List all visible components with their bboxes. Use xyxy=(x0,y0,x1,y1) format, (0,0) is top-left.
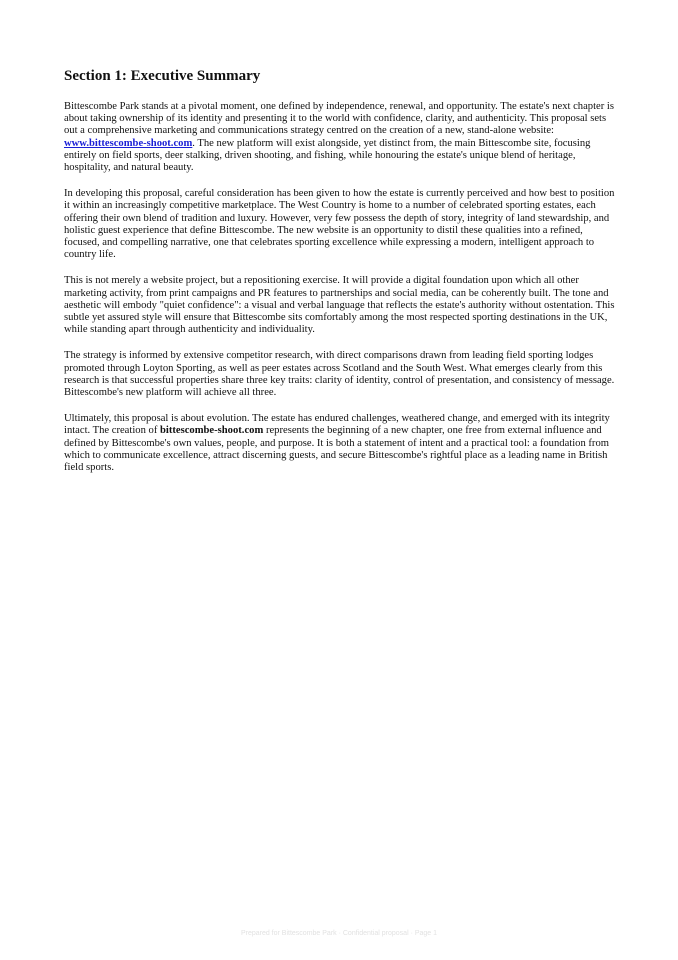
document-body xyxy=(64,66,616,488)
paragraph-repositioning: This is not merely a website project, but a repositioning exercise. It will provide a digital foundation upon which all other marketing activity, from print campaigns and PR features to partnerships and social media, can be coherently built. The tone and aesthetic will embody "quiet confidence": a visual and verbal language that reflects the estate's authority without ostentation. This subtle yet assured style will ensure that Bittescombe sits comfortably among the most respected sporting destinations in the UK, while standing apart through authenticity and individuality. xyxy=(64,275,615,336)
section-heading: Section 1: Executive Summary xyxy=(64,68,261,84)
paragraph-intro-text-end: . The new platform will exist alongside, yet distinct from, the main Bittescombe site, focusing entirely on field sports, deer stalking, driven shooting, and fishing, while honouring the estate's unique blend of heritage, hospitality, and natural beauty. xyxy=(64,137,591,174)
website-link[interactable]: www.bittescombe-shoot.com xyxy=(64,137,193,149)
paragraph-conclusion xyxy=(64,413,616,474)
paragraph-intro-text: Bittescombe Park stands at a pivotal moment, one defined by independence, renewal, and opportunity. The estate's next chapter is about taking ownership of its identity and presenting it to the world with confidence, clarity, and authenticity. This proposal sets out a comprehensive marketing and communications strategy centred on the creation of a new, stand-alone website: xyxy=(64,101,614,137)
paragraph-conclusion-text-end: represents the beginning of a new chapter, one free from external influence and defined by Bittescombe's own values, people, and purpose. It is both a statement of intent and a practical tool: a foundation from which to communicate excellence, attract discerning guests, and secure Bittescombe's rightful place as a leading name in British field sports. xyxy=(64,425,609,474)
paragraph-intro xyxy=(64,101,616,174)
paragraph-research: The strategy is informed by extensive competitor research, with direct comparisons drawn from leading field sporting lodges promoted through Loyton Sporting, as well as peer estates across Scotland and the South West. What emerges clearly from this research is that successful properties share three key traits: clarity of identity, control of presentation, and consistency of message. Bittescombe's new platform will achieve all three. xyxy=(64,350,615,399)
domain-name: bittescombe-shoot.com xyxy=(160,425,264,437)
paragraph-conclusion-text: Ultimately, this proposal is about evolution. The estate has endured challenges, weathered change, and emerged with its integrity intact. The creation of xyxy=(64,413,610,437)
paragraph-positioning: In developing this proposal, careful consideration has been given to how the estate is currently perceived and how best to position it within an increasingly competitive marketplace. The West Country is home to a number of celebrated sporting estates, each offering their own blend of tradition and luxury. However, very few possess the depth of story, integrity of land stewardship, and holistic guest experience that define Bittescombe. The new website is an opportunity to distil these qualities into a refined, focused, and compelling narrative, one that celebrates sporting excellence while expressing a modern, intelligent approach to country life. xyxy=(64,188,615,261)
page-footer: Prepared for Bittescombe Park · Confidential proposal · Page 1 xyxy=(240,930,438,937)
